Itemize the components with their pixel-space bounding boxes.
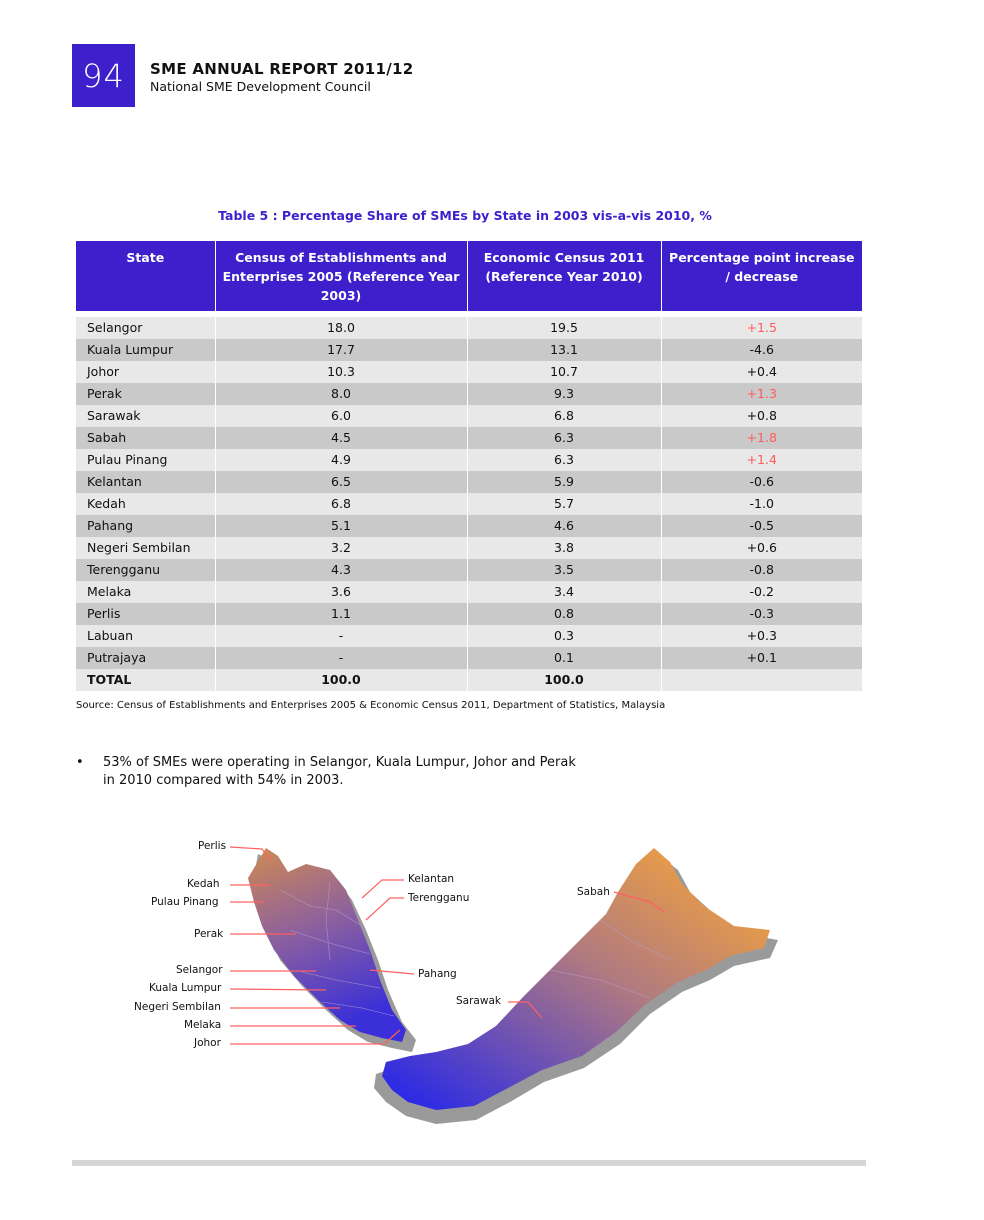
value-2003-cell: - xyxy=(215,625,467,647)
map-label-kedah: Kedah xyxy=(187,878,220,890)
value-2010-cell: 0.1 xyxy=(467,647,661,669)
state-cell: Negeri Sembilan xyxy=(76,537,215,559)
table-row xyxy=(76,581,862,603)
state-cell: Selangor xyxy=(76,317,215,339)
value-2010-cell: 9.3 xyxy=(467,383,661,405)
value-2003-cell: 4.3 xyxy=(215,559,467,581)
value-2010-cell: 19.5 xyxy=(467,317,661,339)
change-cell: -0.6 xyxy=(661,471,862,493)
value-2010-cell: 5.9 xyxy=(467,471,661,493)
total-2003-cell: 100.0 xyxy=(215,669,467,691)
map-label-johor: Johor xyxy=(194,1037,221,1049)
table-row xyxy=(76,471,862,493)
state-cell: Sarawak xyxy=(76,405,215,427)
state-cell: Perlis xyxy=(76,603,215,625)
value-2010-cell: 3.8 xyxy=(467,537,661,559)
map-label-pahang: Pahang xyxy=(418,968,457,980)
value-2003-cell: 5.1 xyxy=(215,515,467,537)
col-header-state: State xyxy=(76,241,215,311)
value-2003-cell: 3.6 xyxy=(215,581,467,603)
change-cell: -0.3 xyxy=(661,603,862,625)
state-cell: Pahang xyxy=(76,515,215,537)
change-cell: +0.1 xyxy=(661,647,862,669)
total-label-cell: TOTAL xyxy=(76,669,215,691)
change-cell: +1.5 xyxy=(661,317,862,339)
col-header-2003: Census of Establishments and Enterprises 2005 (Reference Year 2003) xyxy=(215,241,467,311)
total-2010-cell: 100.0 xyxy=(467,669,661,691)
value-2003-cell: 8.0 xyxy=(215,383,467,405)
source-note: Source: Census of Establishments and Enterprises 2005 & Economic Census 2011, Department of Statistics, Malaysia xyxy=(76,700,666,711)
change-cell: +1.3 xyxy=(661,383,862,405)
value-2003-cell: 6.0 xyxy=(215,405,467,427)
change-cell: +1.8 xyxy=(661,427,862,449)
state-cell: Kelantan xyxy=(76,471,215,493)
value-2003-cell: - xyxy=(215,647,467,669)
change-cell: +0.3 xyxy=(661,625,862,647)
value-2010-cell: 6.8 xyxy=(467,405,661,427)
value-2010-cell: 6.3 xyxy=(467,427,661,449)
malaysia-map-svg xyxy=(130,830,810,1130)
map-label-perak: Perak xyxy=(194,928,224,940)
state-cell: Kedah xyxy=(76,493,215,515)
state-cell: Putrajaya xyxy=(76,647,215,669)
page-number: 94 xyxy=(82,56,125,95)
value-2010-cell: 10.7 xyxy=(467,361,661,383)
bullet-text: 53% of SMEs were operating in Selangor, Kuala Lumpur, Johor and Perak in 2010 compared with 54% in 2003. xyxy=(103,755,576,788)
bullet-dot: • xyxy=(76,755,84,770)
table-row xyxy=(76,317,862,339)
change-cell: +1.4 xyxy=(661,449,862,471)
change-cell: -1.0 xyxy=(661,493,862,515)
state-cell: Melaka xyxy=(76,581,215,603)
table-row xyxy=(76,647,862,669)
map-label-sabah: Sabah xyxy=(577,886,610,898)
change-cell: +0.8 xyxy=(661,405,862,427)
state-cell: Kuala Lumpur xyxy=(76,339,215,361)
table-row xyxy=(76,493,862,515)
table-body xyxy=(76,311,862,691)
map-label-kelantan: Kelantan xyxy=(408,873,455,885)
value-2010-cell: 6.3 xyxy=(467,449,661,471)
table-total-row xyxy=(76,669,862,691)
state-cell: Johor xyxy=(76,361,215,383)
value-2003-cell: 3.2 xyxy=(215,537,467,559)
change-cell: +0.6 xyxy=(661,537,862,559)
value-2003-cell: 6.8 xyxy=(215,493,467,515)
value-2010-cell: 5.7 xyxy=(467,493,661,515)
map-label-perlis: Perlis xyxy=(198,840,227,852)
change-cell: -0.2 xyxy=(661,581,862,603)
table-row xyxy=(76,427,862,449)
total-change-cell xyxy=(661,669,862,691)
table-row xyxy=(76,361,862,383)
value-2003-cell: 1.1 xyxy=(215,603,467,625)
value-2010-cell: 3.5 xyxy=(467,559,661,581)
table-row xyxy=(76,339,862,361)
state-cell: Terengganu xyxy=(76,559,215,581)
value-2003-cell: 4.5 xyxy=(215,427,467,449)
table-row xyxy=(76,383,862,405)
table-row xyxy=(76,515,862,537)
map-label-pulau-pinang: Pulau Pinang xyxy=(151,896,219,908)
table-caption: Table 5 : Percentage Share of SMEs by State in 2003 vis-a-vis 2010, % xyxy=(218,208,712,223)
state-cell: Pulau Pinang xyxy=(76,449,215,471)
map-label-kuala-lumpur: Kuala Lumpur xyxy=(149,982,222,994)
value-2010-cell: 0.8 xyxy=(467,603,661,625)
report-subtitle: National SME Development Council xyxy=(150,79,371,94)
footer-bar xyxy=(72,1160,866,1166)
state-cell: Perak xyxy=(76,383,215,405)
change-cell: +0.4 xyxy=(661,361,862,383)
value-2010-cell: 13.1 xyxy=(467,339,661,361)
value-2003-cell: 6.5 xyxy=(215,471,467,493)
map-label-melaka: Melaka xyxy=(184,1019,222,1031)
report-title: SME ANNUAL REPORT 2011/12 xyxy=(150,60,414,78)
table-row xyxy=(76,449,862,471)
table-row xyxy=(76,603,862,625)
change-cell: -0.5 xyxy=(661,515,862,537)
col-header-2010: Economic Census 2011 (Reference Year 2010) xyxy=(467,241,661,311)
table-row xyxy=(76,625,862,647)
state-cell: Labuan xyxy=(76,625,215,647)
value-2010-cell: 3.4 xyxy=(467,581,661,603)
change-cell: -4.6 xyxy=(661,339,862,361)
value-2010-cell: 4.6 xyxy=(467,515,661,537)
malaysia-map xyxy=(130,830,810,1130)
value-2003-cell: 18.0 xyxy=(215,317,467,339)
map-label-sarawak: Sarawak xyxy=(456,995,501,1007)
page-number-box xyxy=(72,44,135,107)
map-label-negeri-sembilan: Negeri Sembilan xyxy=(134,1001,221,1013)
value-2003-cell: 4.9 xyxy=(215,449,467,471)
col-header-change: Percentage point increase / decrease xyxy=(661,241,862,311)
table-row xyxy=(76,559,862,581)
map-label-selangor: Selangor xyxy=(176,964,223,976)
table-header-row xyxy=(76,241,862,311)
table-row xyxy=(76,537,862,559)
map-label-terengganu: Terengganu xyxy=(408,892,470,904)
change-cell: -0.8 xyxy=(661,559,862,581)
value-2003-cell: 10.3 xyxy=(215,361,467,383)
state-cell: Sabah xyxy=(76,427,215,449)
table-row xyxy=(76,405,862,427)
value-2010-cell: 0.3 xyxy=(467,625,661,647)
value-2003-cell: 17.7 xyxy=(215,339,467,361)
sme-share-table xyxy=(76,241,862,691)
